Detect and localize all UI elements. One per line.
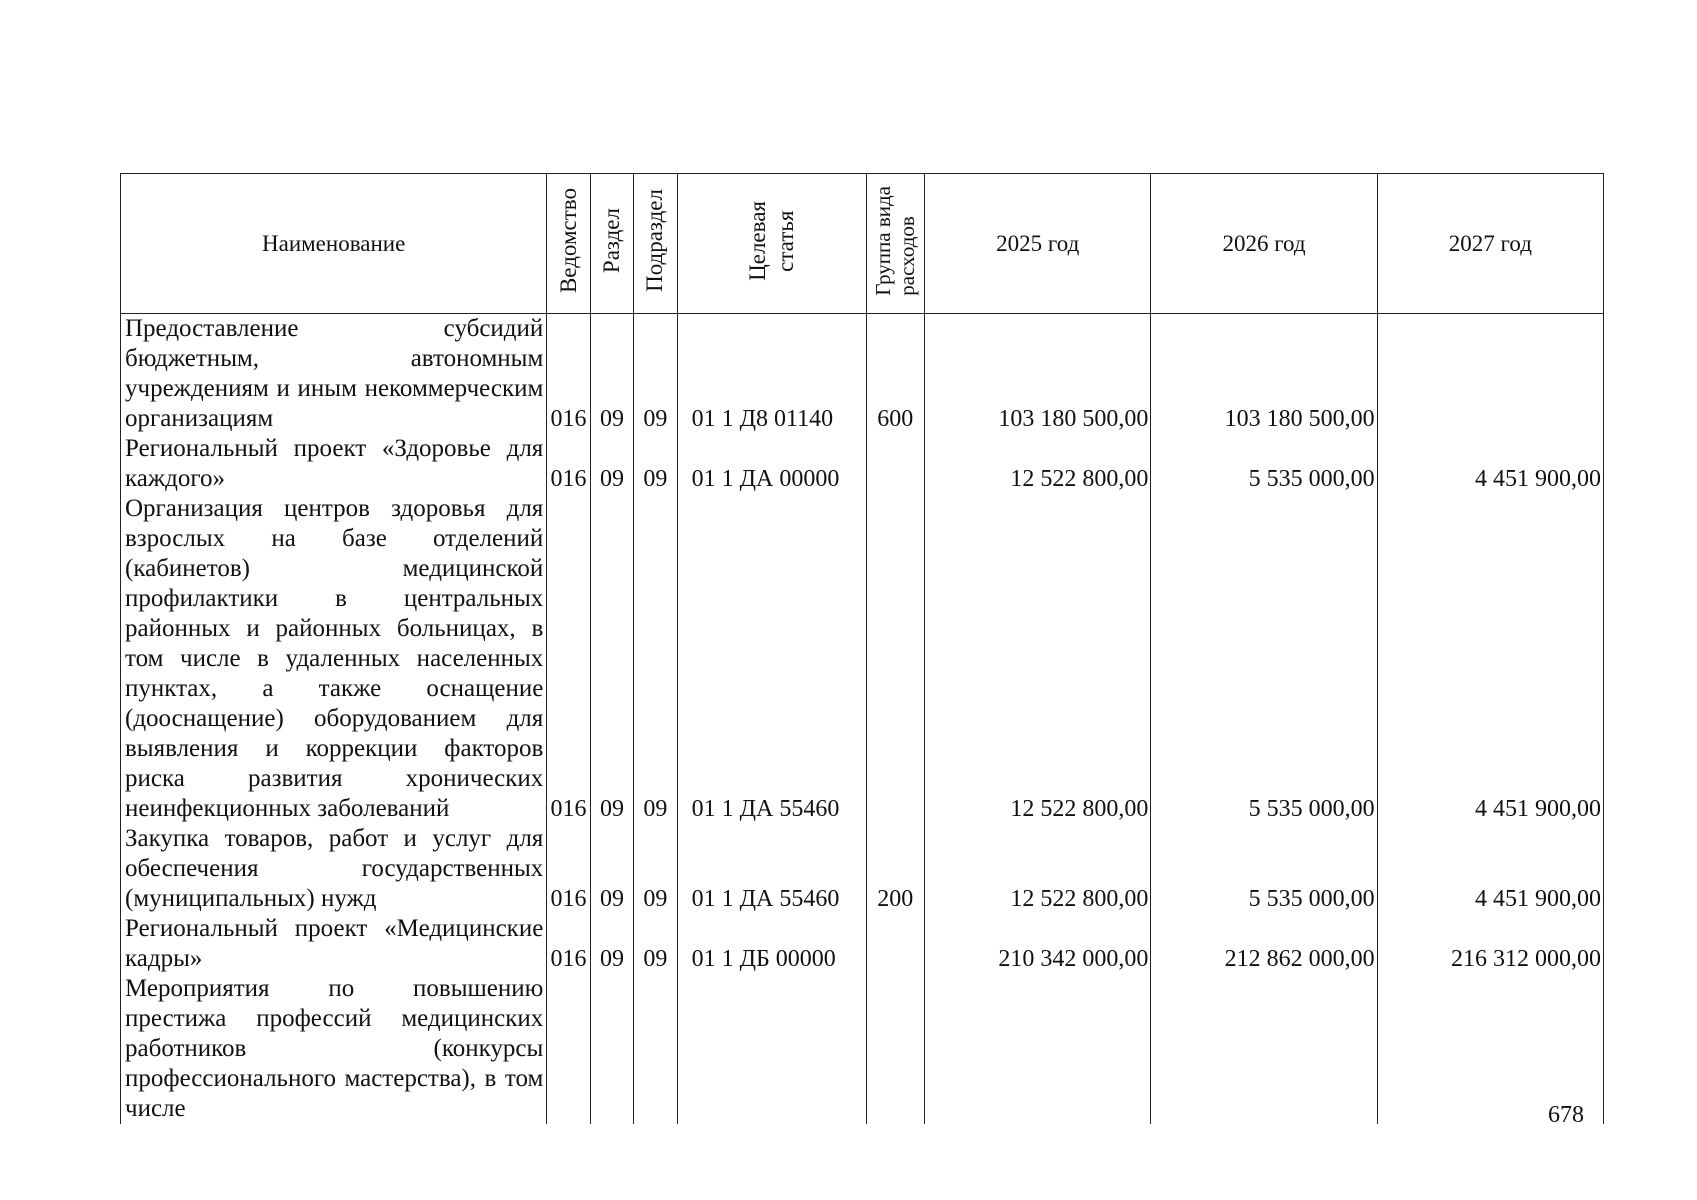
row-vid-rashodov [866, 494, 925, 824]
row-podrazdel [634, 974, 677, 1124]
row-amount-2025: 12 522 800,00 [925, 434, 1151, 494]
row-amount-2025: 210 342 000,00 [925, 914, 1151, 974]
row-vedomstvo: 016 [547, 914, 590, 974]
row-vid-rashodov: 200 [866, 824, 925, 914]
row-celevaya-statya: 01 1 ДА 00000 [677, 434, 866, 494]
row-name: Региональный проект «Здоровье для каждого» [121, 434, 547, 494]
row-amount-2026: 103 180 500,00 [1151, 314, 1377, 435]
table-row [121, 974, 1604, 1124]
header-year-2026: 2026 год [1151, 174, 1377, 314]
row-amount-2025 [925, 974, 1151, 1124]
row-amount-2025: 12 522 800,00 [925, 494, 1151, 824]
table-row [121, 494, 1604, 824]
row-vid-rashodov [866, 914, 925, 974]
budget-table [120, 173, 1604, 1124]
row-podrazdel: 09 [634, 314, 677, 435]
row-vedomstvo: 016 [547, 494, 590, 824]
row-vedomstvo: 016 [547, 434, 590, 494]
row-celevaya-statya: 01 1 ДА 55460 [677, 824, 866, 914]
row-name: Организация центров здоровья для взрослых на базе отделений (кабинетов) медицинской профилактики в центральных районных и районных больницах, в том числе в удаленных населенных пунктах, а также оснащение (дооснащение) оборудованием для выявления и коррекции факторов риска развития хронических неинфекционных заболеваний [121, 494, 547, 824]
row-vid-rashodov [866, 434, 925, 494]
row-amount-2027: 4 451 900,00 [1377, 434, 1603, 494]
row-amount-2027: 4 451 900,00 [1377, 824, 1603, 914]
row-amount-2026: 5 535 000,00 [1151, 824, 1377, 914]
row-amount-2025: 103 180 500,00 [925, 314, 1151, 435]
table-header-row [121, 174, 1604, 314]
row-amount-2026: 5 535 000,00 [1151, 494, 1377, 824]
row-vedomstvo: 016 [547, 314, 590, 435]
header-celevaya-statya: Целевая статья [677, 174, 866, 314]
row-name: Региональный проект «Медицинские кадры» [121, 914, 547, 974]
row-razdel: 09 [590, 914, 633, 974]
row-razdel: 09 [590, 494, 633, 824]
row-amount-2026: 212 862 000,00 [1151, 914, 1377, 974]
row-celevaya-statya: 01 1 ДБ 00000 [677, 914, 866, 974]
row-name: Закупка товаров, работ и услуг для обеспечения государственных (муниципальных) нужд [121, 824, 547, 914]
row-amount-2026 [1151, 974, 1377, 1124]
row-razdel: 09 [590, 434, 633, 494]
row-vid-rashodov: 600 [866, 314, 925, 435]
row-amount-2026: 5 535 000,00 [1151, 434, 1377, 494]
header-razdel: Раздел [590, 174, 633, 314]
row-celevaya-statya: 01 1 Д8 01140 [677, 314, 866, 435]
row-podrazdel: 09 [634, 494, 677, 824]
row-podrazdel: 09 [634, 824, 677, 914]
row-vid-rashodov [866, 974, 925, 1124]
header-year-2025: 2025 год [925, 174, 1151, 314]
row-razdel: 09 [590, 314, 633, 435]
row-amount-2027 [1377, 314, 1603, 435]
header-year-2027: 2027 год [1377, 174, 1603, 314]
header-gruppa-vida-rashodov: Группа вида расходов [866, 174, 925, 314]
row-name: Предоставление субсидий бюджетным, автономным учреждениям и иным некоммерческим организациям [121, 314, 547, 435]
row-vedomstvo [547, 974, 590, 1124]
row-vedomstvo: 016 [547, 824, 590, 914]
row-celevaya-statya: 01 1 ДА 55460 [677, 494, 866, 824]
table-row [121, 434, 1604, 494]
table-row [121, 314, 1604, 435]
table-row [121, 824, 1604, 914]
header-name: Наименование [121, 174, 547, 314]
row-razdel: 09 [590, 824, 633, 914]
row-amount-2025: 12 522 800,00 [925, 824, 1151, 914]
header-podrazdel: Подраздел [634, 174, 677, 314]
row-amount-2027: 216 312 000,00 [1377, 914, 1603, 974]
row-name: Мероприятия по повышению престижа профессий медицинских работников (конкурсы профессионального мастерства), в том числе [121, 974, 547, 1124]
row-podrazdel: 09 [634, 914, 677, 974]
row-razdel [590, 974, 633, 1124]
table-row [121, 914, 1604, 974]
header-vedomstvo: Ведомство [547, 174, 590, 314]
row-amount-2027: 4 451 900,00 [1377, 494, 1603, 824]
row-podrazdel: 09 [634, 434, 677, 494]
row-celevaya-statya [677, 974, 866, 1124]
page-number: 678 [1548, 1102, 1584, 1128]
